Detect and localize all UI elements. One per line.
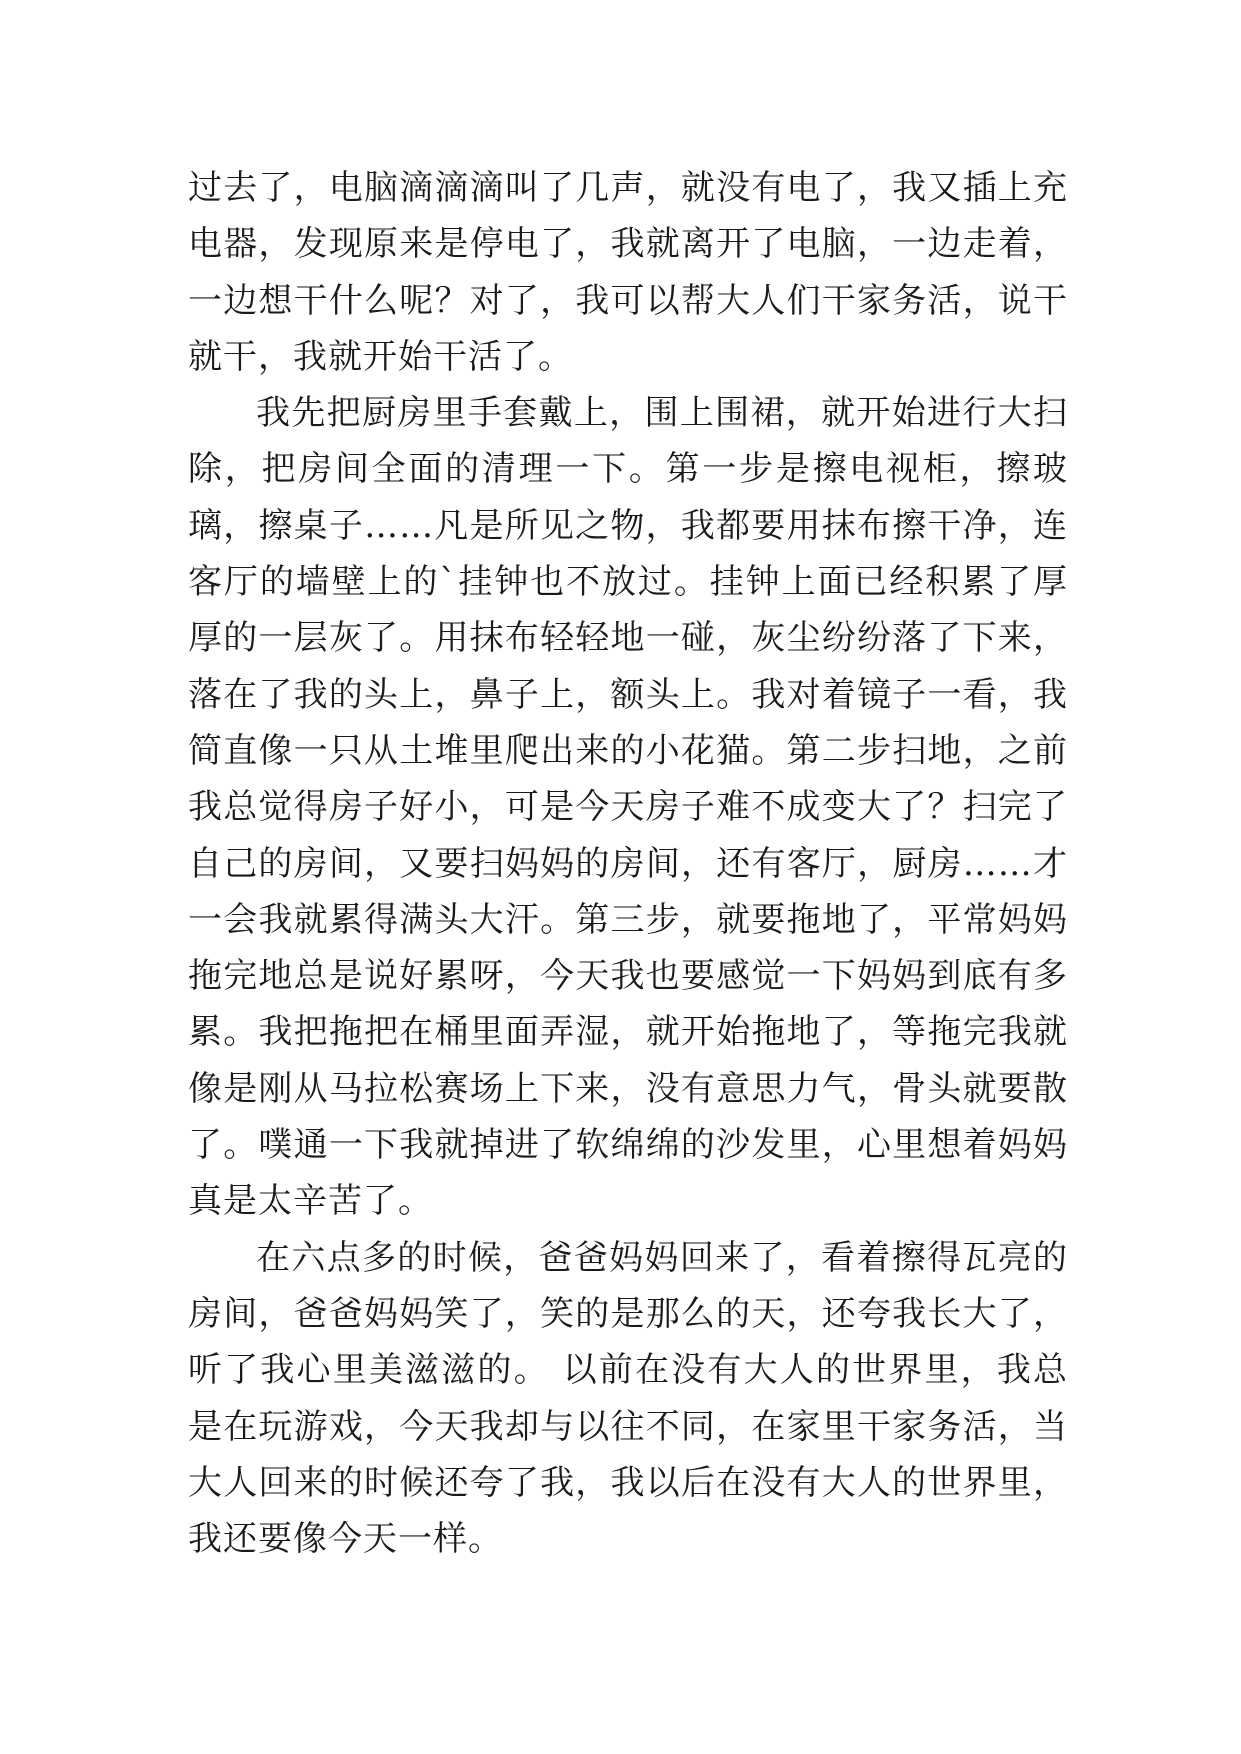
paragraph-2: 我先把厨房里手套戴上，围上围裙，就开始进行大扫除，把房间全面的清理一下。第一步是擦电视柜，擦玻璃，擦桌子……凡是所见之物，我都要用抹布擦干净，连客厅的墙壁上的`挂钟也不放过。挂钟上面已经积累了厚厚的一层灰了。用抹布轻轻地一碰，灰尘纷纷落了下来，落在了我的头上，鼻子上，额头上。我对着镜子一看，我简直像一只从土堆里爬出来的小花猫。第二步扫地，之前我总觉得房子好小，可是今天房子难不成变大了？扫完了自己的房间，又要扫妈妈的房间，还有客厅，厨房……才一会我就累得满头大汗。第三步，就要拖地了，平常妈妈拖完地总是说好累呀，今天我也要感觉一下妈妈到底有多累。我把拖把在桶里面弄湿，就开始拖地了，等拖完我就像是刚从马拉松赛场上下来，没有意思力气，骨头就要散了。噗通一下我就掉进了软绵绵的沙发里，心里想着妈妈真是太辛苦了。 [188,393,1068,1222]
paragraph-1: 过去了，电脑滴滴滴叫了几声，就没有电了，我又插上充电器，发现原来是停电了，我就离开了电脑，一边走着，一边想干什么呢？对了，我可以帮大人们干家务活，说干就干，我就开始干活了。 [188,168,1068,377]
document-body [188,160,1068,1567]
paragraph-3: 在六点多的时候，爸爸妈妈回来了，看着擦得瓦亮的房间，爸爸妈妈笑了，笑的是那么的天，还夸我长大了，听了我心里美滋滋的。 以前在没有大人的世界里，我总是在玩游戏，今天我却与以往不同，在家里干家务活，当大人回来的时候还夸了我，我以后在没有大人的世界里，我还要像今天一样。 [188,1237,1068,1560]
